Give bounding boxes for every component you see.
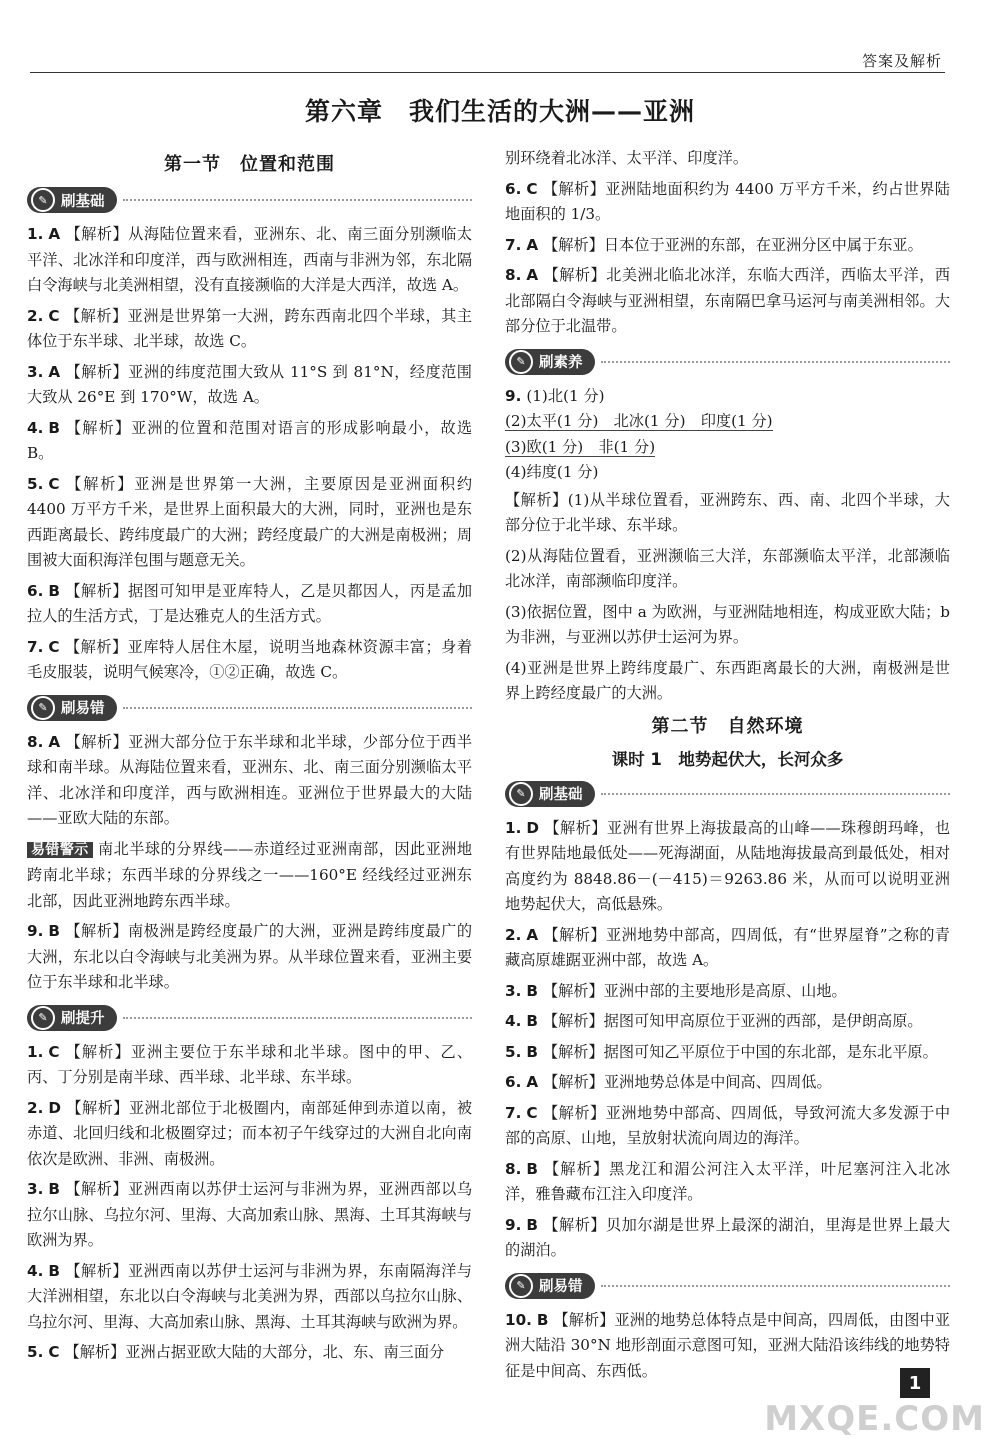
answer-letter: B — [536, 1310, 549, 1329]
answer-letter: B — [48, 1261, 60, 1280]
section-badge — [27, 187, 117, 213]
answer-item — [505, 177, 950, 228]
question-number: 6. — [505, 1073, 522, 1091]
answer-text: 【解析】亚洲占据亚欧大陆的大部分，北、东、南三面分 — [64, 1343, 445, 1361]
right-items-a — [505, 177, 950, 340]
left-after-warning — [27, 919, 472, 996]
question-number: 3. — [27, 1180, 44, 1198]
answer-item — [27, 416, 472, 467]
section-badge — [505, 1273, 595, 1299]
answer-text: (4)纬度(1 分) — [505, 463, 599, 481]
answer-text: 【解析】据图可知乙平原位于中国的东北部，是东北平原。 — [542, 1042, 938, 1061]
answer-item — [505, 233, 950, 259]
answer-letter: D — [48, 1098, 61, 1117]
analysis-paragraph: 【解析】(1)从半球位置看，亚洲跨东、西、南、北四个半球，大部分位于北半球、东半球。 — [505, 490, 950, 534]
badge-row — [27, 184, 472, 216]
answer-letter: C — [48, 306, 60, 325]
answer-text: 【解析】亚洲的纬度范围大致从 11°S 到 81°N，经度范围大致从 26°E 到 170°W，故选 A。 — [27, 362, 472, 406]
answer-text: 【解析】亚洲有世界上海拔最高的山峰——珠穆朗玛峰，也有世界陆地最低处——死海湖面，从陆地海拔最高到最低处，相对高度约为 8848.86－(－415)＝9263.86 米，从而可以说明亚洲地势起伏大，高低悬殊。 — [505, 818, 950, 913]
question-number: 6. — [505, 179, 522, 198]
answer-text: 【解析】北美洲北临北冰洋，东临大西洋，西临太平洋，西北部隔白令海峡与亚洲相望，东南隔巴拿马运河与南美洲相邻。大部分位于北温带。 — [505, 266, 950, 335]
badge-label: 刷提升 — [61, 1011, 105, 1027]
book-icon: ✎ — [31, 1006, 55, 1030]
answer-letter: D — [526, 818, 539, 837]
analysis-paragraph: (2)从海陆位置看，亚洲濒临三大洋，东部濒临太平洋，北部濒临北冰洋，南部濒临印度洋。 — [505, 546, 950, 590]
question-number: 9. — [27, 922, 44, 940]
answer-letter: B — [526, 981, 538, 1000]
question-number: 1. — [27, 225, 44, 243]
answer-item — [27, 579, 472, 630]
answer-item — [505, 816, 950, 918]
question-number: 3. — [505, 981, 522, 1000]
question-number: 8. — [27, 732, 44, 751]
answer-letter: A — [526, 235, 539, 254]
answer-letter: B — [48, 418, 60, 437]
section-title: 第一节 位置和范围 — [164, 154, 335, 175]
question-number: 8. — [505, 1159, 522, 1178]
answer-letter: B — [526, 1215, 538, 1234]
section-badge — [505, 349, 595, 375]
answer-item — [27, 472, 472, 574]
header-tag: 答案及解析 — [861, 52, 942, 70]
answer-letter: B — [526, 1042, 538, 1061]
question-number: 1. — [505, 818, 522, 837]
answer-text: 【解析】亚洲地势中部高、四周低，导致河流大多发源于中部的高原、山地，呈放射状流向周边的海洋。 — [505, 1103, 950, 1147]
answer-item — [27, 1096, 472, 1173]
question-number: 1. — [27, 1042, 44, 1061]
right-items-d — [505, 1308, 950, 1385]
badge-divider — [601, 793, 951, 795]
question-number: 2. — [27, 1098, 44, 1117]
answer-line: (1)北(1 分) — [526, 386, 605, 405]
answer-item — [27, 919, 472, 996]
answer-item — [505, 1308, 950, 1385]
answer-letter: C — [48, 1042, 60, 1061]
question-number: 2. — [27, 306, 44, 325]
section-badge — [505, 781, 595, 807]
badge-label: 刷易错 — [61, 701, 105, 717]
answer-text: 【解析】亚洲的位置和范围对语言的形成影响最小，故选 B。 — [27, 418, 472, 462]
question-number: 4. — [27, 418, 44, 437]
answer-item — [505, 1157, 950, 1208]
left-group-improve — [27, 1002, 472, 1366]
answer-line — [505, 460, 950, 486]
answer-letter: B — [48, 1180, 60, 1198]
section-badge — [27, 1005, 117, 1031]
badge-divider — [123, 1017, 473, 1019]
book-icon: ✎ — [509, 1274, 533, 1298]
warning-text: 南北半球的分界线——赤道经过亚洲南部，因此亚洲地跨南北半球；东西半球的分界线之一——160°E 经线经过亚洲东北部，因此亚洲地跨东西半球。 — [27, 839, 473, 910]
answer-text: 【解析】南极洲是跨经度最广的大洲，亚洲是跨纬度最广的大洲，东北以白令海峡与北美洲为界。从半球位置来看，亚洲主要位于东半球和北半球。 — [27, 922, 472, 991]
badge-divider — [123, 199, 473, 201]
answer-text: 【解析】亚洲主要位于东半球和北半球。图中的甲、乙、丙、丁分别是南半球、西半球、北半球、东半球。 — [27, 1042, 472, 1086]
answer-text: 【解析】亚洲西南以苏伊士运河与非洲为界，东南隔海洋与大洋洲相望，东北以白令海峡与北美洲为界，西部以乌拉尔山脉、乌拉尔河、里海、大高加索山脉、黑海、土耳其海峡与欧洲为界。 — [27, 1261, 472, 1331]
answer-text: 【解析】日本位于亚洲的东部，在亚洲分区中属于东亚。 — [543, 235, 923, 254]
answer-item — [27, 635, 472, 686]
answer-item — [505, 923, 950, 974]
answer-text: (2)太平(1 分) 北冰(1 分) 印度(1 分) — [505, 412, 773, 430]
answer-item — [505, 1213, 950, 1264]
question-number: 9. — [505, 1215, 522, 1234]
answer-text: 【解析】亚洲陆地面积约为 4400 万平方千米，约占世界陆地面积的 1/3。 — [505, 179, 950, 223]
section-badge — [27, 695, 117, 721]
answer-item — [27, 360, 472, 411]
badge-row — [505, 778, 950, 810]
answer-text: 【解析】亚库特人居住木屋，说明当地森林资源丰富；身着毛皮服装，说明气候寒冷，①②正确，故选 C。 — [27, 637, 472, 681]
answer-letter: C — [526, 1103, 538, 1122]
answer-item — [27, 1259, 472, 1336]
answer-item — [27, 1340, 472, 1366]
question-9 — [505, 384, 950, 410]
question-number: 7. — [27, 637, 44, 656]
header-rule — [30, 72, 945, 73]
left-groups — [27, 184, 472, 832]
warning-label: 易错警示 — [27, 842, 93, 858]
answer-text: 【解析】据图可知甲是亚库特人，乙是贝都因人，丙是孟加拉人的生活方式，丁是达雅克人的生活方式。 — [27, 581, 472, 625]
book-icon: ✎ — [31, 696, 55, 720]
answer-letter: C — [48, 474, 60, 493]
book-icon: ✎ — [509, 350, 533, 374]
question-number: 9. — [505, 386, 522, 405]
answer-item — [505, 1070, 950, 1096]
answer-line — [505, 409, 950, 435]
badge-label: 刷基础 — [539, 787, 583, 803]
answer-text: 【解析】亚洲西南以苏伊士运河与非洲为界，亚洲西部以乌拉尔山脉、乌拉尔河、里海、大高加索山脉、黑海、土耳其海峡与欧洲为界。 — [27, 1180, 472, 1249]
answer-item — [27, 222, 472, 299]
answer-text: 【解析】黑龙江和湄公河注入太平洋，叶尼塞河注入北冰洋，雅鲁藏布江注入印度洋。 — [505, 1159, 950, 1203]
answer-item — [505, 979, 950, 1005]
answer-text: 【解析】亚洲是世界第一大洲，主要原因是亚洲面积约 4400 万平方千米，是世界上面积最大的大洲，同时，亚洲也是东西距离最长、跨纬度最广的大洲；跨经度最广的大洲是南极洲；周围被大面积海洋包围与题意无关。 — [27, 474, 472, 569]
badge-divider — [123, 707, 473, 709]
badge-label: 刷素养 — [539, 355, 583, 371]
question-number: 3. — [27, 362, 44, 381]
answer-letter: A — [48, 225, 61, 243]
answer-item — [27, 1040, 472, 1091]
answer-letter: C — [526, 179, 538, 198]
answer-text: 【解析】从海陆位置来看，亚洲东、北、南三面分别濒临太平洋、北冰洋和印度洋，西与欧洲相连，西南与非洲为邻，东北隔白令海峡与北美洲相望，没有直接濒临的大洋是大西洋，故选 A。 — [27, 225, 472, 294]
badge-row — [27, 692, 472, 724]
analysis-paragraph: (3)依据位置，图中 a 为欧洲，与亚洲陆地相连，构成亚欧大陆；b 为非洲，与亚洲以苏伊士运河为界。 — [505, 602, 950, 646]
answer-letter: B — [48, 581, 60, 600]
answer-item — [505, 1040, 950, 1066]
badge-label: 刷易错 — [539, 1279, 583, 1295]
question-number: 6. — [27, 581, 44, 600]
warning-note — [27, 837, 472, 915]
answer-letter: A — [48, 362, 61, 381]
badge-row — [505, 346, 950, 378]
answer-letter: C — [48, 1343, 60, 1361]
book-icon: ✎ — [509, 782, 533, 806]
answer-text: 【解析】亚洲中部的主要地形是高原、山地。 — [542, 981, 847, 1000]
right-column — [505, 146, 950, 1389]
book-icon: ✎ — [31, 188, 55, 212]
answer-letter: A — [526, 1073, 539, 1091]
answer-item — [27, 304, 472, 355]
section-title: 第二节 自然环境 — [651, 715, 804, 737]
answer-item — [27, 1177, 472, 1254]
answer-text: 【解析】亚洲地势中部高，四周低，有“世界屋脊”之称的青藏高原雄踞亚洲中部，故选 A。 — [505, 925, 950, 969]
answer-letter: B — [526, 1159, 538, 1178]
answer-text: (3)欧(1 分) 非(1 分) — [505, 437, 656, 456]
answer-text: 【解析】据图可知甲高原位于亚洲的西部，是伊朗高原。 — [542, 1012, 923, 1030]
answer-text: 【解析】亚洲北部位于北极圈内，南部延伸到赤道以南，被赤道、北回归线和北极圈穿过；而本初子午线穿过的大洲自北向南依次是欧洲、非洲、南极洲。 — [27, 1098, 472, 1168]
badge-row — [505, 1270, 950, 1302]
page-number: 1 — [900, 1368, 930, 1398]
answer-line — [505, 435, 950, 461]
answer-item — [505, 263, 950, 340]
question-number: 5. — [27, 474, 44, 493]
left-column — [27, 148, 472, 1371]
answer-text: 【解析】亚洲是世界第一大洲，跨东西南北四个半球，其主体位于东半球、北半球，故选 C。 — [27, 306, 472, 350]
answer-letter: A — [526, 266, 539, 284]
answer-item — [27, 730, 472, 832]
answer-text: 【解析】贝加尔湖是世界上最深的湖泊，里海是世界上最大的湖泊。 — [505, 1215, 950, 1259]
question-number: 10. — [505, 1310, 532, 1329]
lesson-title: 课时 1 地势起伏大，长河众多 — [611, 749, 844, 769]
badge-row — [27, 1002, 472, 1034]
question-number: 5. — [27, 1343, 44, 1361]
question-number: 5. — [505, 1042, 522, 1061]
answer-item — [505, 1009, 950, 1035]
answer-letter: B — [526, 1012, 538, 1030]
question-number: 7. — [505, 235, 522, 254]
chapter-title: 第六章 我们生活的大洲——亚洲 — [304, 97, 695, 126]
answer-letter: C — [48, 637, 60, 656]
question-number: 4. — [505, 1012, 522, 1030]
badge-label: 刷基础 — [61, 193, 105, 210]
question-number: 4. — [27, 1261, 44, 1280]
answer-letter: A — [48, 732, 61, 751]
answer-text: 【解析】亚洲的地势总体特点是中间高，四周低，由图中亚洲大陆沿 30°N 地形剖面示意图可知，亚洲大陆沿该纬线的地势特征是中间高、东西低。 — [505, 1310, 950, 1380]
watermark: MXQE.COM — [764, 1399, 985, 1439]
answer-letter: A — [526, 925, 539, 944]
right-items-c — [505, 816, 950, 1264]
question-number: 2. — [505, 925, 522, 944]
answer-text: 【解析】亚洲地势总体是中间高、四周低。 — [543, 1073, 832, 1091]
continuation-text: 别环绕着北冰洋、太平洋、印度洋。 — [505, 149, 748, 167]
question-number: 8. — [505, 266, 522, 284]
answer-letter: B — [48, 922, 60, 940]
analysis-paragraph: (4)亚洲是世界上跨纬度最广、东西距离最长的大洲，南极洲是世界上跨经度最广的大洲。 — [505, 658, 950, 702]
badge-divider — [601, 361, 951, 363]
badge-divider — [601, 1285, 951, 1287]
answer-item — [505, 1101, 950, 1152]
question-number: 7. — [505, 1103, 522, 1122]
answer-text: 【解析】亚洲大部分位于东半球和北半球，少部分位于西半球和南半球。从海陆位置来看，亚洲东、北、南三面分别濒临太平洋、北冰洋和印度洋，西与欧洲相连。亚洲位于世界最大的大陆——亚欧大陆的东部。 — [27, 732, 472, 827]
